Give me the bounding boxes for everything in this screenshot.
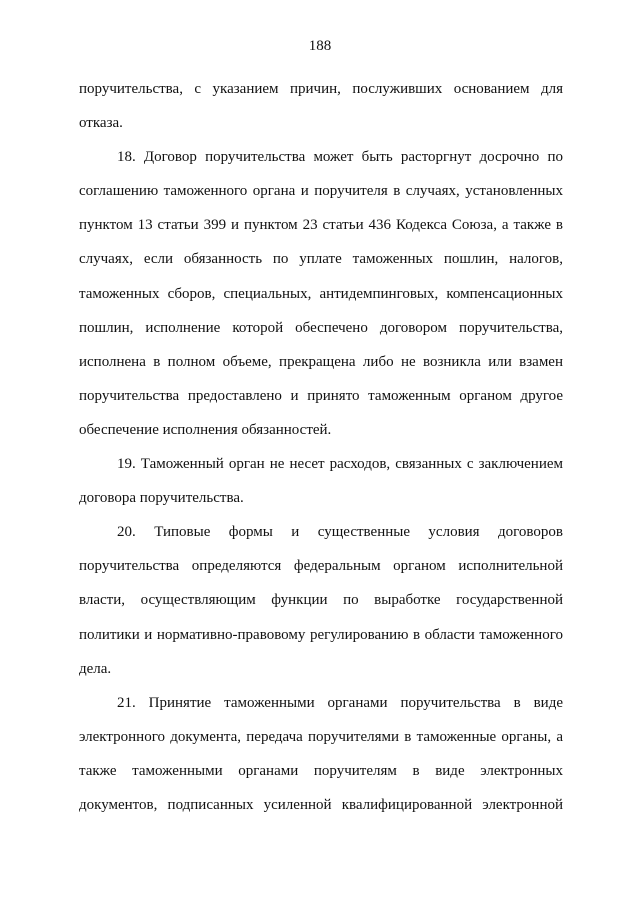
text-line: поручительства определяются федеральным органом исполнительной (79, 558, 563, 575)
text-line: пунктом 13 статьи 399 и пунктом 23 статьи 436 Кодекса Союза, а также в (79, 217, 563, 234)
text-line: пошлин, исполнение которой обеспечено договором поручительства, (79, 319, 563, 336)
text-line: 21. Принятие таможенными органами поручительства в виде (117, 694, 563, 711)
paragraph-18 (79, 140, 563, 447)
text-line: договора поручительства. (79, 490, 244, 507)
text-line: случаях, если обязанность по уплате таможенных пошлин, налогов, (79, 251, 563, 268)
text-line: обеспечение исполнения обязанностей. (79, 421, 332, 438)
text-line: исполнена в полном объеме, прекращена либо не возникла или взамен (79, 353, 563, 370)
paragraph-19 (79, 447, 563, 515)
text-line: политики и нормативно-правовому регулированию в области таможенного (79, 626, 563, 643)
text-line: документов, подписанных усиленной квалифицированной электронной (79, 796, 563, 813)
paragraph-21 (79, 686, 563, 822)
text-line: власти, осуществляющим функции по выработке государственной (79, 592, 563, 609)
text-line: поручительства предоставлено и принято таможенным органом другое (79, 387, 563, 404)
page-number: 188 (308, 38, 332, 54)
paragraph-17-tail (79, 72, 563, 140)
text-line: таможенных сборов, специальных, антидемпинговых, компенсационных (79, 285, 563, 302)
text-line: отказа. (79, 115, 123, 132)
text-line: соглашению таможенного органа и поручителя в случаях, установленных (79, 183, 563, 200)
text-line: 18. Договор поручительства может быть расторгнут досрочно по (117, 149, 563, 166)
text-line: дела. (79, 660, 112, 677)
text-line: поручительства, с указанием причин, послуживших основанием для (79, 81, 563, 97)
paragraph-20 (79, 515, 563, 685)
text-line: 20. Типовые формы и существенные условия договоров (117, 524, 563, 541)
text-line: электронного документа, передача поручителями в таможенные органы, а (79, 728, 563, 745)
document-body (79, 72, 563, 822)
text-line: 19. Таможенный орган не несет расходов, связанных с заключением (117, 456, 563, 473)
text-line: также таможенными органами поручителям в виде электронных (79, 762, 563, 779)
